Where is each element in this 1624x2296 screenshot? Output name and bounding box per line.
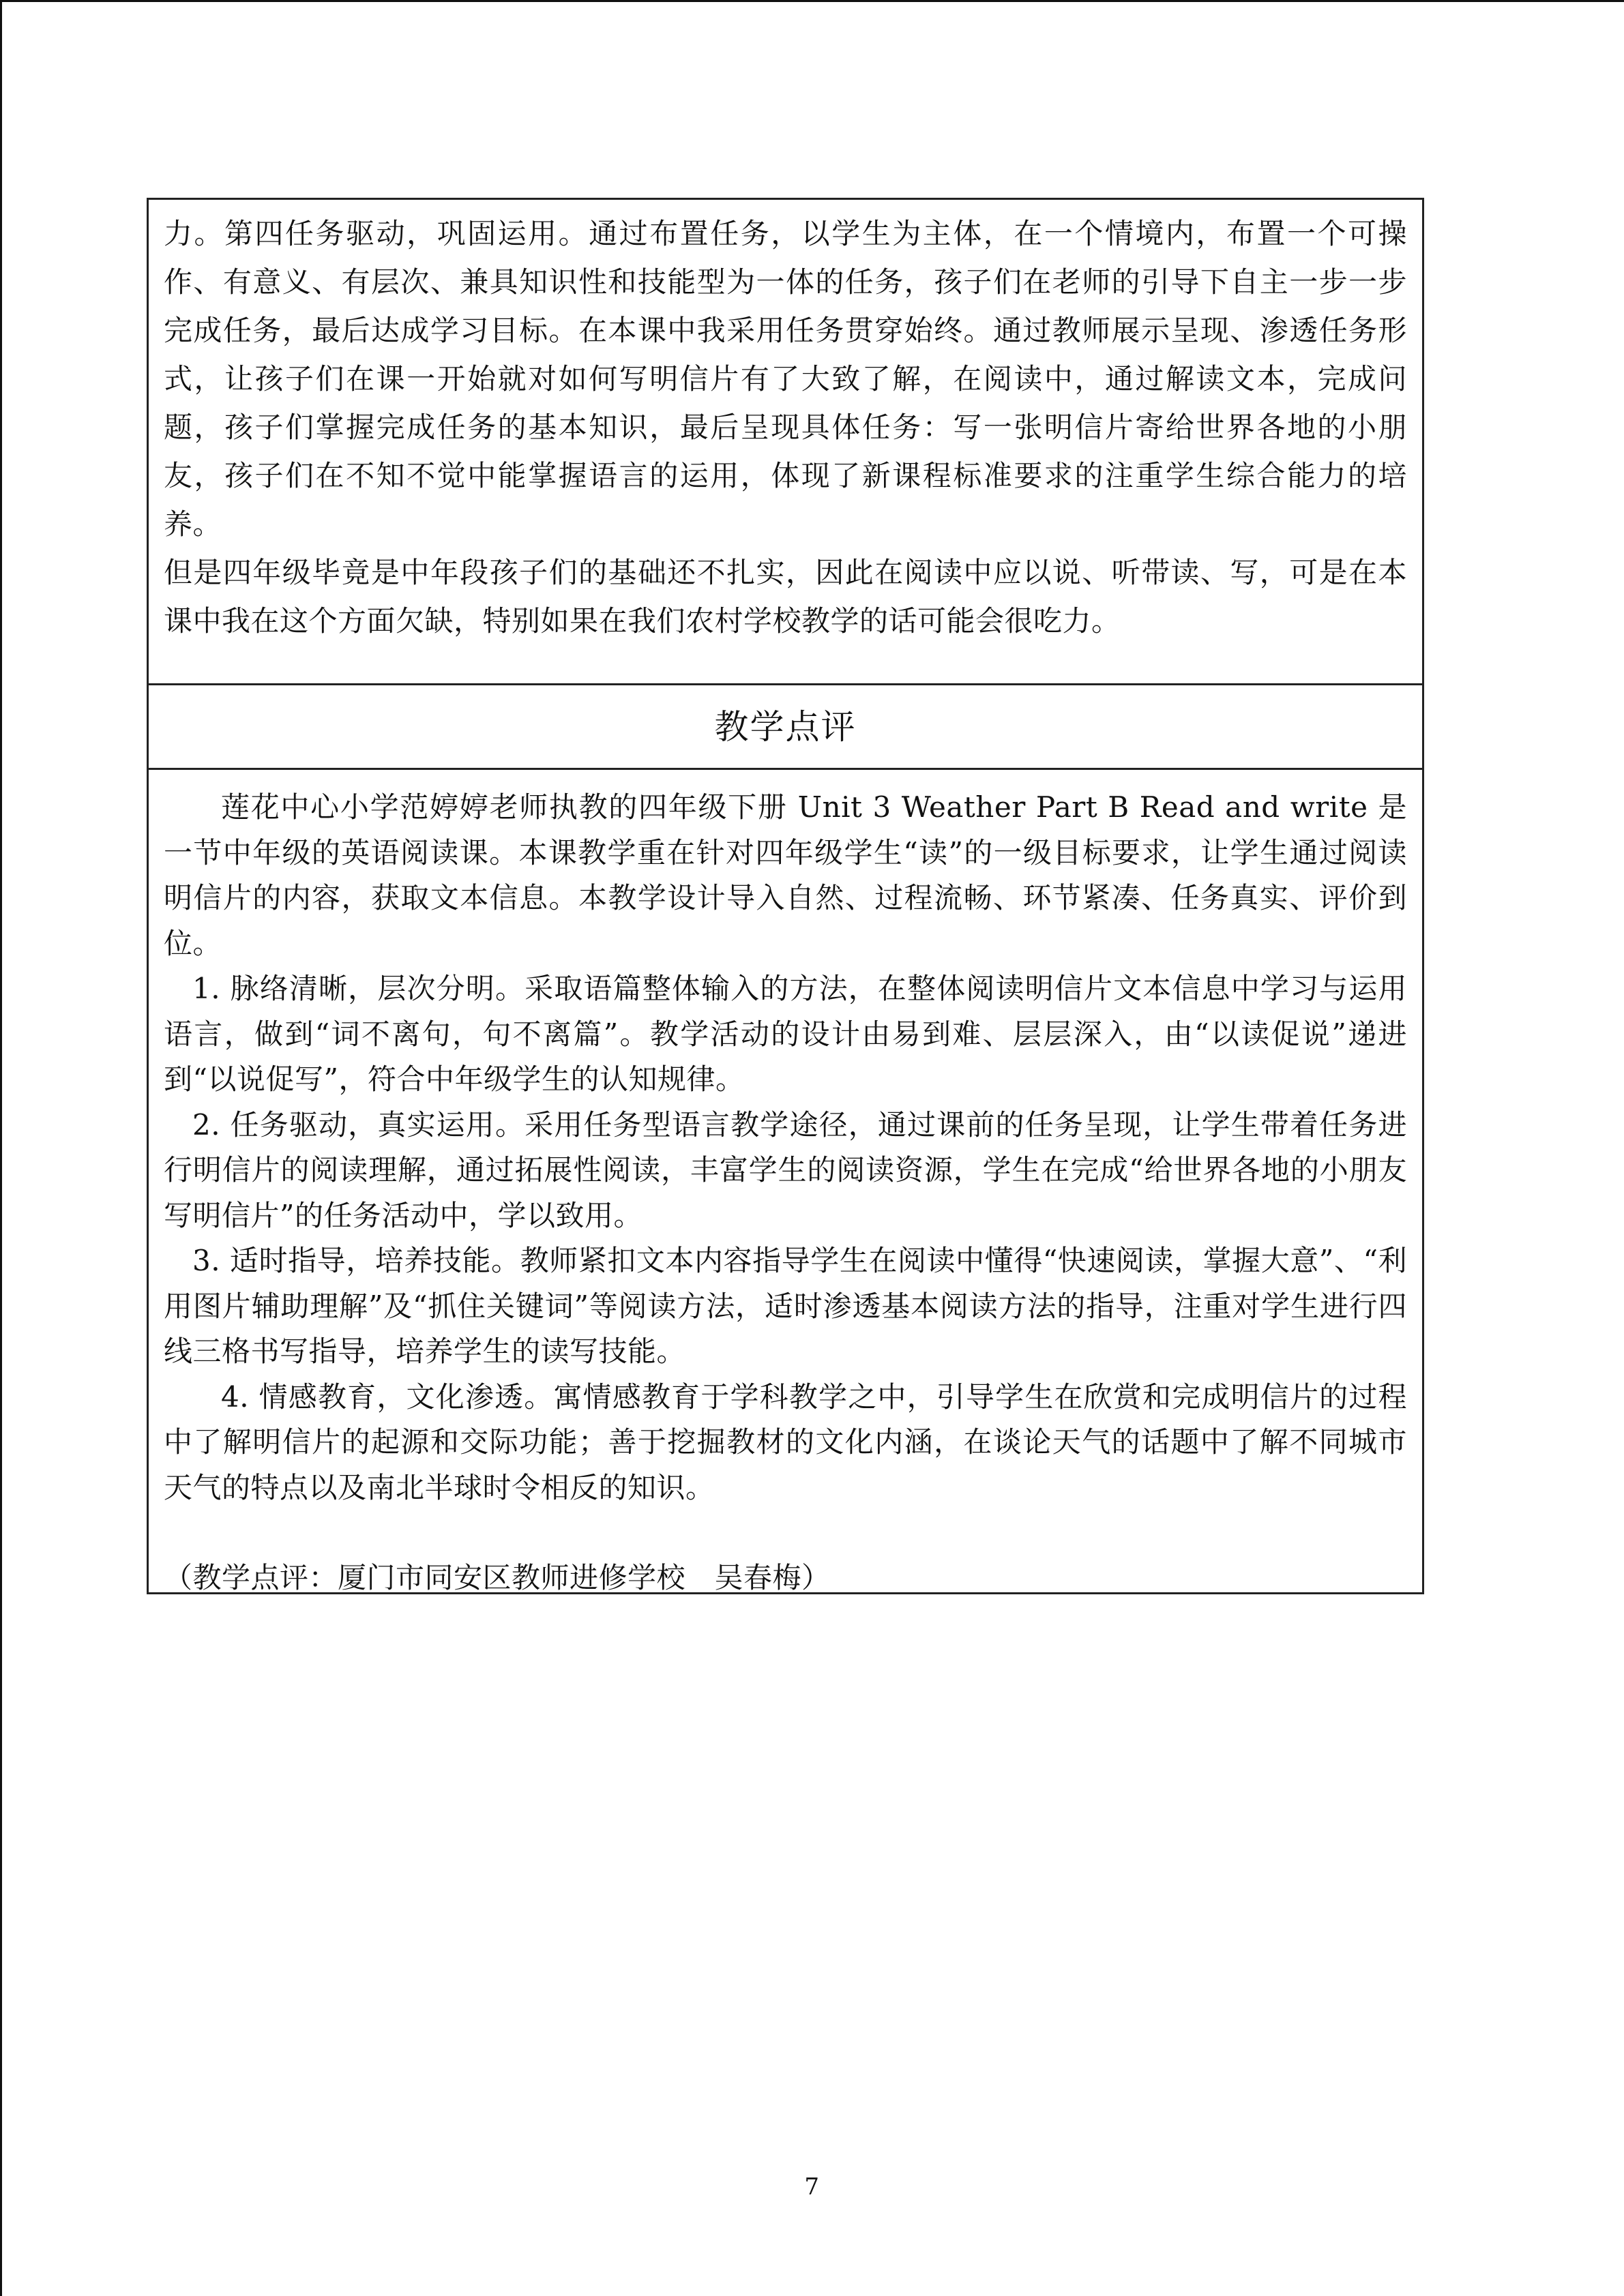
- document-table: [147, 198, 1424, 1594]
- page-top-border: [0, 0, 1624, 2]
- review-point-3: 3. 适时指导，培养技能。教师紧扣文本内容指导学生在阅读中懂得“快速阅读，掌握大意”、“利用图片辅助理解”及“抓住关键词”等阅读方法，适时渗透基本阅读方法的指导，注重对学生进行四线三格书写指导，培养学生的读写技能。: [164, 1244, 1407, 1368]
- review-cell: [149, 770, 1422, 1592]
- review-intro: 莲花中心小学范婷婷老师执教的四年级下册 Unit 3 Weather Part B Read and write 是一节中年级的英语阅读课。本课教学重在针对四年级学生“读”的一级目标要求，让学生通过阅读明信片的内容，获取文本信息。本教学设计导入自然、过程流畅、环节紧凑、任务真实、评价到位。: [164, 790, 1407, 960]
- review-point-4: 4. 情感教育，文化渗透。寓情感教育于学科教学之中，引导学生在欣赏和完成明信片的过程中了解明信片的起源和交际功能；善于挖掘教材的文化内涵，在谈论天气的话题中了解不同城市天气的特点以及南北半球时令相反的知识。: [164, 1380, 1407, 1504]
- review-heading: 教学点评: [714, 707, 857, 747]
- reflection-paragraph-2: 但是四年级毕竟是中年段孩子们的基础还不扎实，因此在阅读中应以说、听带读、写，可是在本课中我在这个方面欠缺，特别如果在我们农村学校教学的话可能会很吃力。: [164, 556, 1407, 638]
- blank-line: [164, 1510, 1407, 1555]
- review-point-1: 1. 脉络清晰，层次分明。采取语篇整体输入的方法，在整体阅读明信片文本信息中学习与运用语言，做到“词不离句，句不离篇”。教学活动的设计由易到难、层层深入，由“以读促说”递进到“以说促写”，符合中年级学生的认知规律。: [164, 972, 1407, 1096]
- review-point-2: 2. 任务驱动，真实运用。采用任务型语言教学途径，通过课前的任务呈现，让学生带着任务进行明信片的阅读理解，通过拓展性阅读，丰富学生的阅读资源，学生在完成“给世界各地的小朋友写明信片”的任务活动中，学以致用。: [164, 1107, 1407, 1232]
- reflection-cell: [149, 200, 1422, 685]
- page-number: 7: [804, 2173, 820, 2201]
- review-heading-cell: [149, 685, 1422, 770]
- reflection-paragraph-1: 力。第四任务驱动，巩固运用。通过布置任务，以学生为主体，在一个情境内，布置一个可操作、有意义、有层次、兼具知识性和技能型为一体的任务，孩子们在老师的引导下自主一步一步完成任务，最后达成学习目标。在本课中我采用任务贯穿始终。通过教师展示呈现、渗透任务形式，让孩子们在课一开始就对如何写明信片有了大致了解，在阅读中，通过解读文本，完成问题，孩子们掌握完成任务的基本知识，最后呈现具体任务：写一张明信片寄给世界各地的小朋友，孩子们在不知不觉中能掌握语言的运用，体现了新课程标准要求的注重学生综合能力的培养。: [164, 217, 1407, 541]
- review-signature: （教学点评：厦门市同安区教师进修学校 吴春梅）: [164, 1561, 831, 1594]
- page-left-border: [0, 0, 2, 2296]
